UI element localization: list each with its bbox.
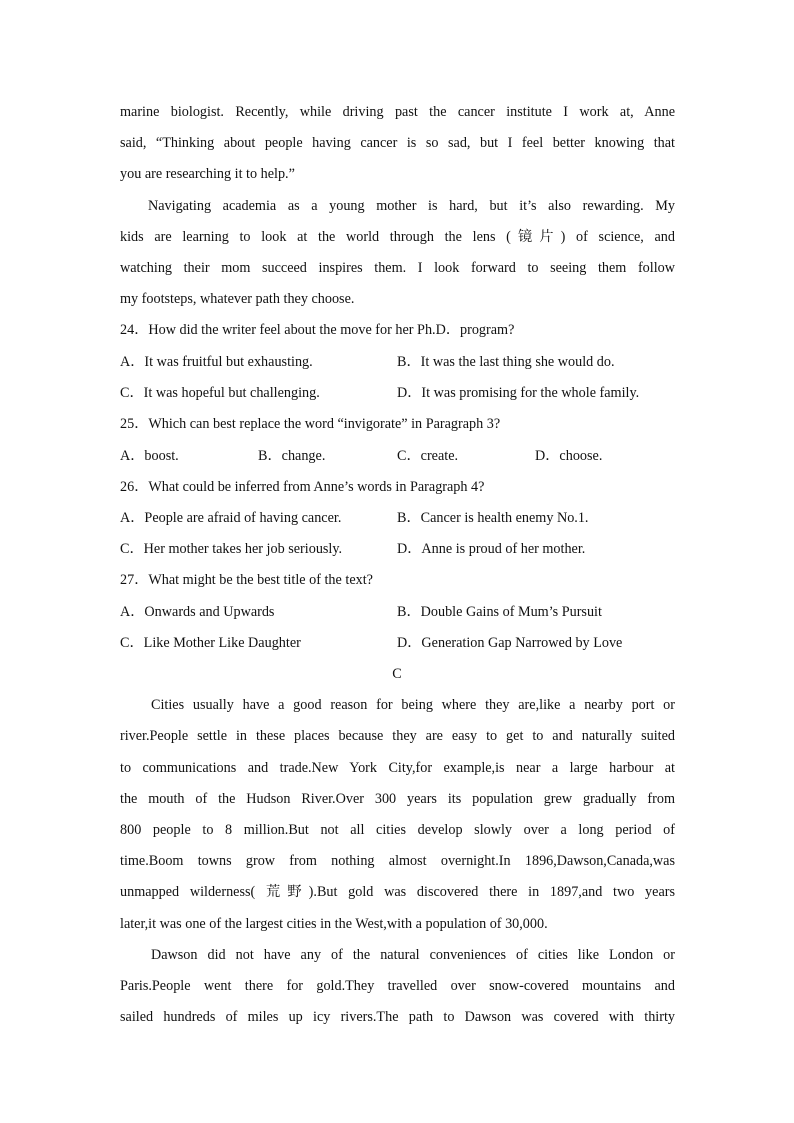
answer-option: B．Double Gains of Mum’s Pursuit (397, 604, 602, 620)
answer-option: A．People are afraid of having cancer. (120, 510, 342, 526)
answer-option: A．It was fruitful but exhausting. (120, 354, 313, 370)
passage-line: watching their mom succeed inspires them. I look forward to seeing them follow (120, 260, 675, 276)
passage-line: Dawson did not have any of the natural conveniences of cities like London or (151, 947, 675, 963)
answer-option: D．choose. (535, 448, 603, 464)
passage-line: you are researching it to help.” (120, 166, 295, 182)
answer-option: D．It was promising for the whole family. (397, 385, 640, 401)
answer-option: B．It was the last thing she would do. (397, 354, 615, 370)
answer-option: C．It was hopeful but challenging. (120, 385, 320, 401)
passage-line: river.People settle in these places because they are easy to get to and naturally suited (120, 728, 675, 744)
answer-option: B．change. (258, 448, 326, 464)
answer-option: C．Her mother takes her job seriously. (120, 541, 343, 557)
passage-line: Navigating academia as a young mother is hard, but it’s also rewarding. My (148, 198, 675, 214)
question-stem: 24．How did the writer feel about the move for her Ph.D．program? (120, 322, 515, 338)
answer-option: B．Cancer is health enemy No.1. (397, 510, 589, 526)
passage-line: Paris.People went there for gold.They travelled over snow-covered mountains and (120, 978, 675, 994)
passage-line: Cities usually have a good reason for being where they are,like a nearby port or (151, 697, 675, 713)
passage-line: unmapped wilderness( 荒野).But gold was discovered there in 1897,and two years (120, 884, 675, 900)
passage-line: sailed hundreds of miles up icy rivers.The path to Dawson was covered with thirty (120, 1009, 675, 1025)
passage-line: later,it was one of the largest cities in the West,with a population of 30,000. (120, 916, 548, 932)
passage-line: marine biologist. Recently, while driving past the cancer institute I work at, Anne (120, 104, 675, 120)
passage-line: to communications and trade.New York City,for example,is near a large harbour at (120, 760, 675, 776)
passage-line: the mouth of the Hudson River.Over 300 years its population grew gradually from (120, 791, 675, 807)
passage-line: 800 people to 8 million.But not all cities develop slowly over a long period of (120, 822, 675, 838)
question-stem: 26．What could be inferred from Anne’s words in Paragraph 4? (120, 479, 485, 495)
passage-line: time.Boom towns grow from nothing almost overnight.In 1896,Dawson,Canada,was (120, 853, 675, 869)
answer-option: A．Onwards and Upwards (120, 604, 275, 620)
question-stem: 25．Which can best replace the word “invigorate” in Paragraph 3? (120, 416, 501, 432)
passage-line: kids are learning to look at the world through the lens (镜片) of science, and (120, 229, 675, 245)
passage-line: my footsteps, whatever path they choose. (120, 291, 355, 307)
answer-option: A．boost. (120, 448, 179, 464)
answer-option: D．Anne is proud of her mother. (397, 541, 586, 557)
answer-option: C．create. (397, 448, 459, 464)
answer-option: D．Generation Gap Narrowed by Love (397, 635, 623, 651)
question-stem: 27．What might be the best title of the text? (120, 572, 373, 588)
answer-option: C．Like Mother Like Daughter (120, 635, 301, 651)
passage-line: said, “Thinking about people having cancer is so sad, but I feel better knowing that (120, 135, 675, 151)
section-heading: C (392, 666, 402, 682)
